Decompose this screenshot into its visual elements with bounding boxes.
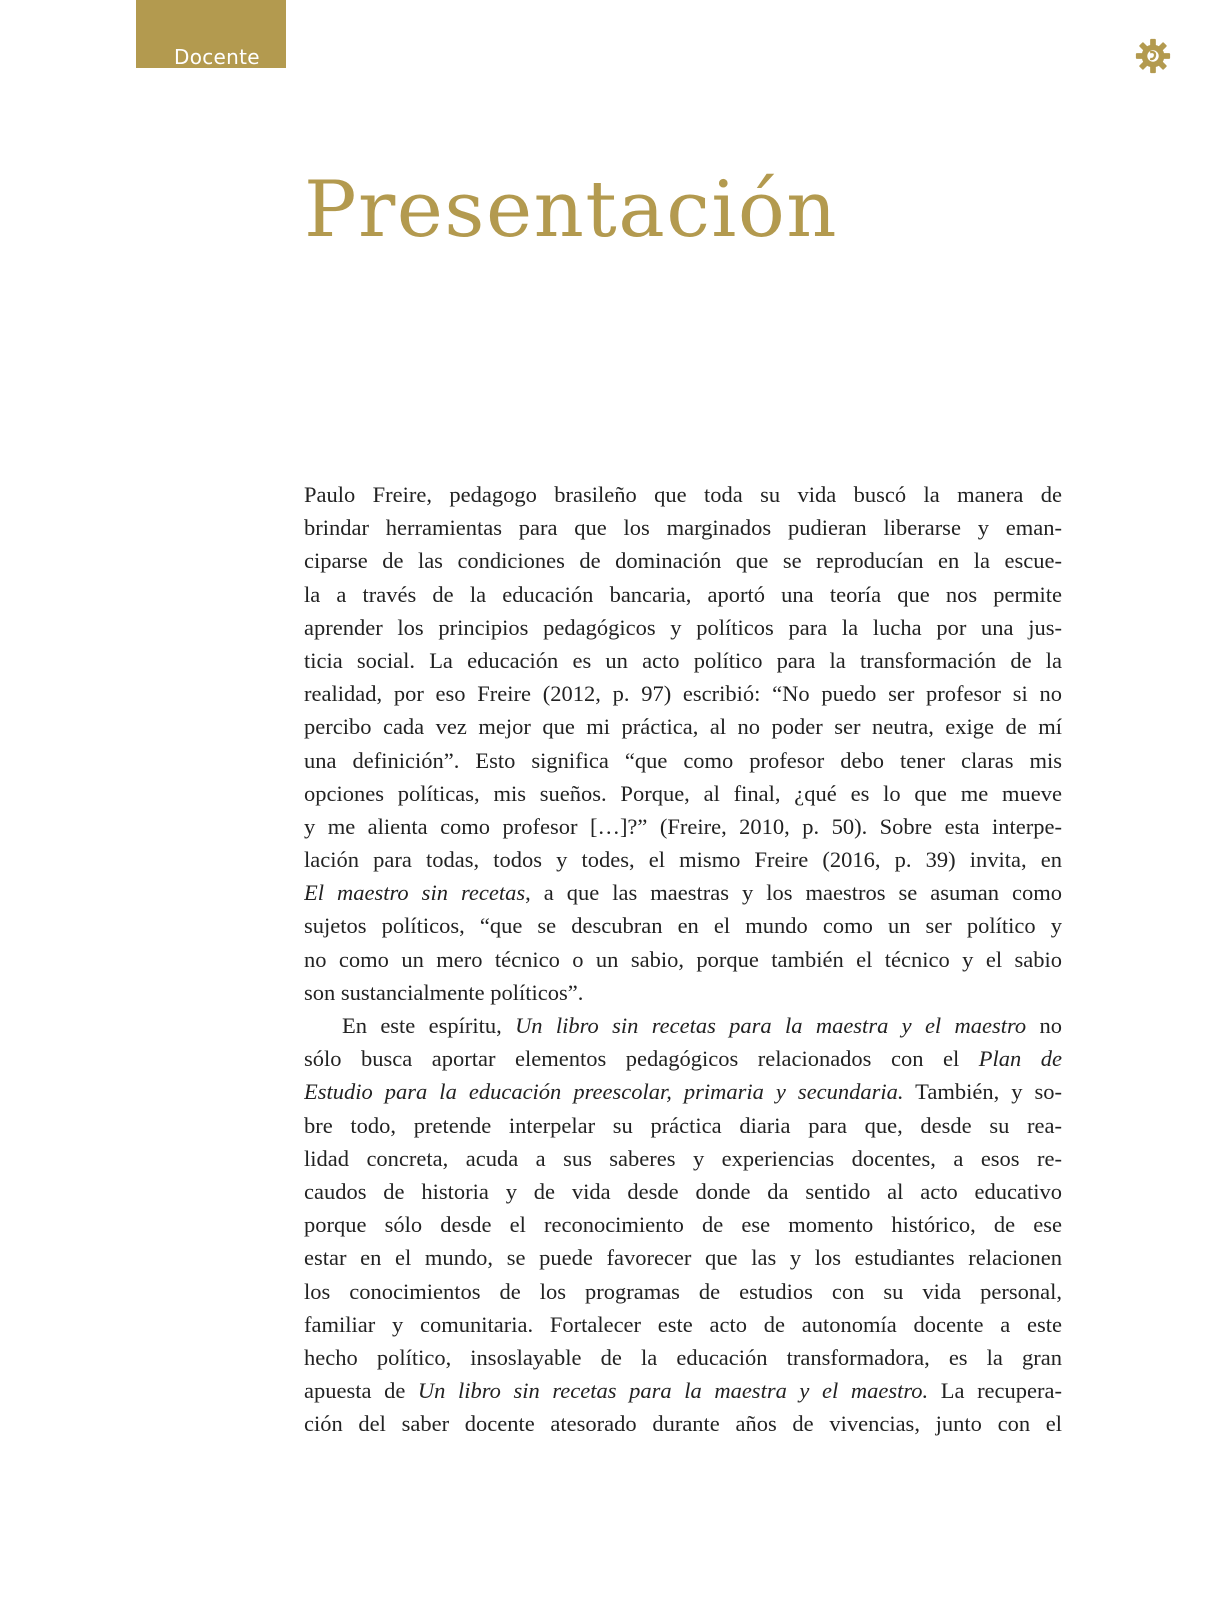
text-span: hecho político, insoslayable de la educación transformadora, es la gran bbox=[304, 1344, 1062, 1370]
text-line bbox=[304, 1109, 1062, 1142]
section-label: Docente bbox=[174, 45, 260, 69]
text-line bbox=[304, 744, 1062, 777]
text-span: son sustancialmente políticos”. bbox=[304, 979, 584, 1005]
text-line bbox=[304, 644, 1062, 677]
text-span: ticia social. La educación es un acto político para la transformación de la bbox=[304, 647, 1062, 673]
text-span: familiar y comunitaria. Fortalecer este acto de autonomía docente a este bbox=[304, 1311, 1062, 1337]
text-line bbox=[304, 1275, 1062, 1308]
text-span: no como un mero técnico o un sabio, porque también el técnico y el sabio bbox=[304, 946, 1062, 972]
text-span: porque sólo desde el reconocimiento de ese momento histórico, de ese bbox=[304, 1212, 1062, 1238]
text-line bbox=[304, 611, 1062, 644]
text-span: sujetos políticos, “que se descubran en el mundo como un ser político y bbox=[304, 913, 1062, 939]
text-line bbox=[304, 1308, 1062, 1341]
text-line bbox=[304, 1407, 1062, 1440]
text-line bbox=[304, 511, 1062, 544]
text-line bbox=[304, 943, 1062, 976]
text-line bbox=[304, 876, 1062, 909]
text-line bbox=[304, 544, 1062, 577]
text-line bbox=[304, 843, 1062, 876]
italic-title-span: Plan de bbox=[978, 1046, 1062, 1072]
text-span: caudos de historia y de vida desde donde da sentido al acto educativo bbox=[304, 1178, 1062, 1204]
italic-title-span: El maestro sin recetas bbox=[304, 880, 526, 906]
text-span: la a través de la educación bancaria, aportó una teoría que nos permite bbox=[304, 581, 1062, 607]
text-span: percibo cada vez mejor que mi práctica, al no poder ser neutra, exige de mí bbox=[304, 714, 1062, 740]
text-line bbox=[304, 1341, 1062, 1374]
text-span: una definición”. Esto significa “que como profesor debo tener claras mis bbox=[304, 747, 1062, 773]
italic-title-span: Estudio para la educación preescolar, primaria y secundaria. bbox=[304, 1079, 904, 1105]
text-line bbox=[304, 976, 1062, 1009]
text-span: bre todo, pretende interpelar su práctica diaria para que, desde su rea- bbox=[304, 1112, 1062, 1138]
text-span: lidad concreta, acuda a sus saberes y experiencias docentes, a esos re- bbox=[304, 1145, 1062, 1171]
text-line bbox=[304, 810, 1062, 843]
text-span: y me alienta como profesor […]?” (Freire, 2010, p. 50). Sobre esta interpe- bbox=[304, 813, 1062, 839]
text-span: También, y so- bbox=[903, 1079, 1062, 1105]
italic-title-span: Un libro sin recetas para la maestra y el maestro. bbox=[417, 1378, 929, 1404]
text-line bbox=[304, 1241, 1062, 1274]
text-line bbox=[304, 1009, 1062, 1042]
text-span: no bbox=[1026, 1013, 1062, 1038]
text-span: realidad, por eso Freire (2012, p. 97) escribió: “No puedo ser profesor si no bbox=[304, 681, 1062, 707]
section-tab bbox=[136, 0, 286, 68]
text-span: aprender los principios pedagógicos y políticos para la lucha por una jus- bbox=[304, 614, 1062, 640]
text-line bbox=[304, 1175, 1062, 1208]
text-line bbox=[304, 777, 1062, 810]
text-span: La recupera- bbox=[928, 1378, 1062, 1404]
text-span: ciparse de las condiciones de dominación que se reproducían en la escue- bbox=[304, 548, 1062, 574]
body-text bbox=[304, 478, 1062, 1440]
text-span: apuesta de bbox=[304, 1378, 418, 1404]
text-span: lación para todas, todos y todes, el mismo Freire (2016, p. 39) invita, en bbox=[304, 847, 1062, 873]
text-line bbox=[304, 1374, 1062, 1407]
text-span: opciones políticas, mis sueños. Porque, al final, ¿qué es lo que me mueve bbox=[304, 780, 1062, 806]
text-span: sólo busca aportar elementos pedagógicos relacionados con el bbox=[304, 1046, 979, 1072]
text-line bbox=[304, 578, 1062, 611]
text-span: Paulo Freire, pedagogo brasileño que toda su vida buscó la manera de bbox=[304, 482, 1062, 507]
text-line bbox=[304, 909, 1062, 942]
gear-ornament-icon bbox=[1134, 37, 1172, 75]
text-line bbox=[304, 677, 1062, 710]
text-span: ción del saber docente atesorado durante años de vivencias, junto con el bbox=[304, 1411, 1062, 1437]
text-span: estar en el mundo, se puede favorecer que las y los estudiantes relacionen bbox=[304, 1245, 1062, 1271]
text-line bbox=[304, 1142, 1062, 1175]
text-line bbox=[304, 478, 1062, 511]
text-line bbox=[304, 1075, 1062, 1108]
italic-title-span: Un libro sin recetas para la maestra y el maestro bbox=[515, 1013, 1027, 1038]
text-span: los conocimientos de los programas de estudios con su vida personal, bbox=[304, 1278, 1062, 1304]
text-span: En este espíritu, bbox=[342, 1013, 516, 1038]
page-title: Presentación bbox=[304, 165, 839, 255]
text-line bbox=[304, 1208, 1062, 1241]
text-span: , a que las maestras y los maestros se asuman como bbox=[525, 880, 1062, 906]
text-span: brindar herramientas para que los marginados pudieran liberarse y eman- bbox=[304, 515, 1062, 541]
text-line bbox=[304, 1042, 1062, 1075]
text-line bbox=[304, 710, 1062, 743]
